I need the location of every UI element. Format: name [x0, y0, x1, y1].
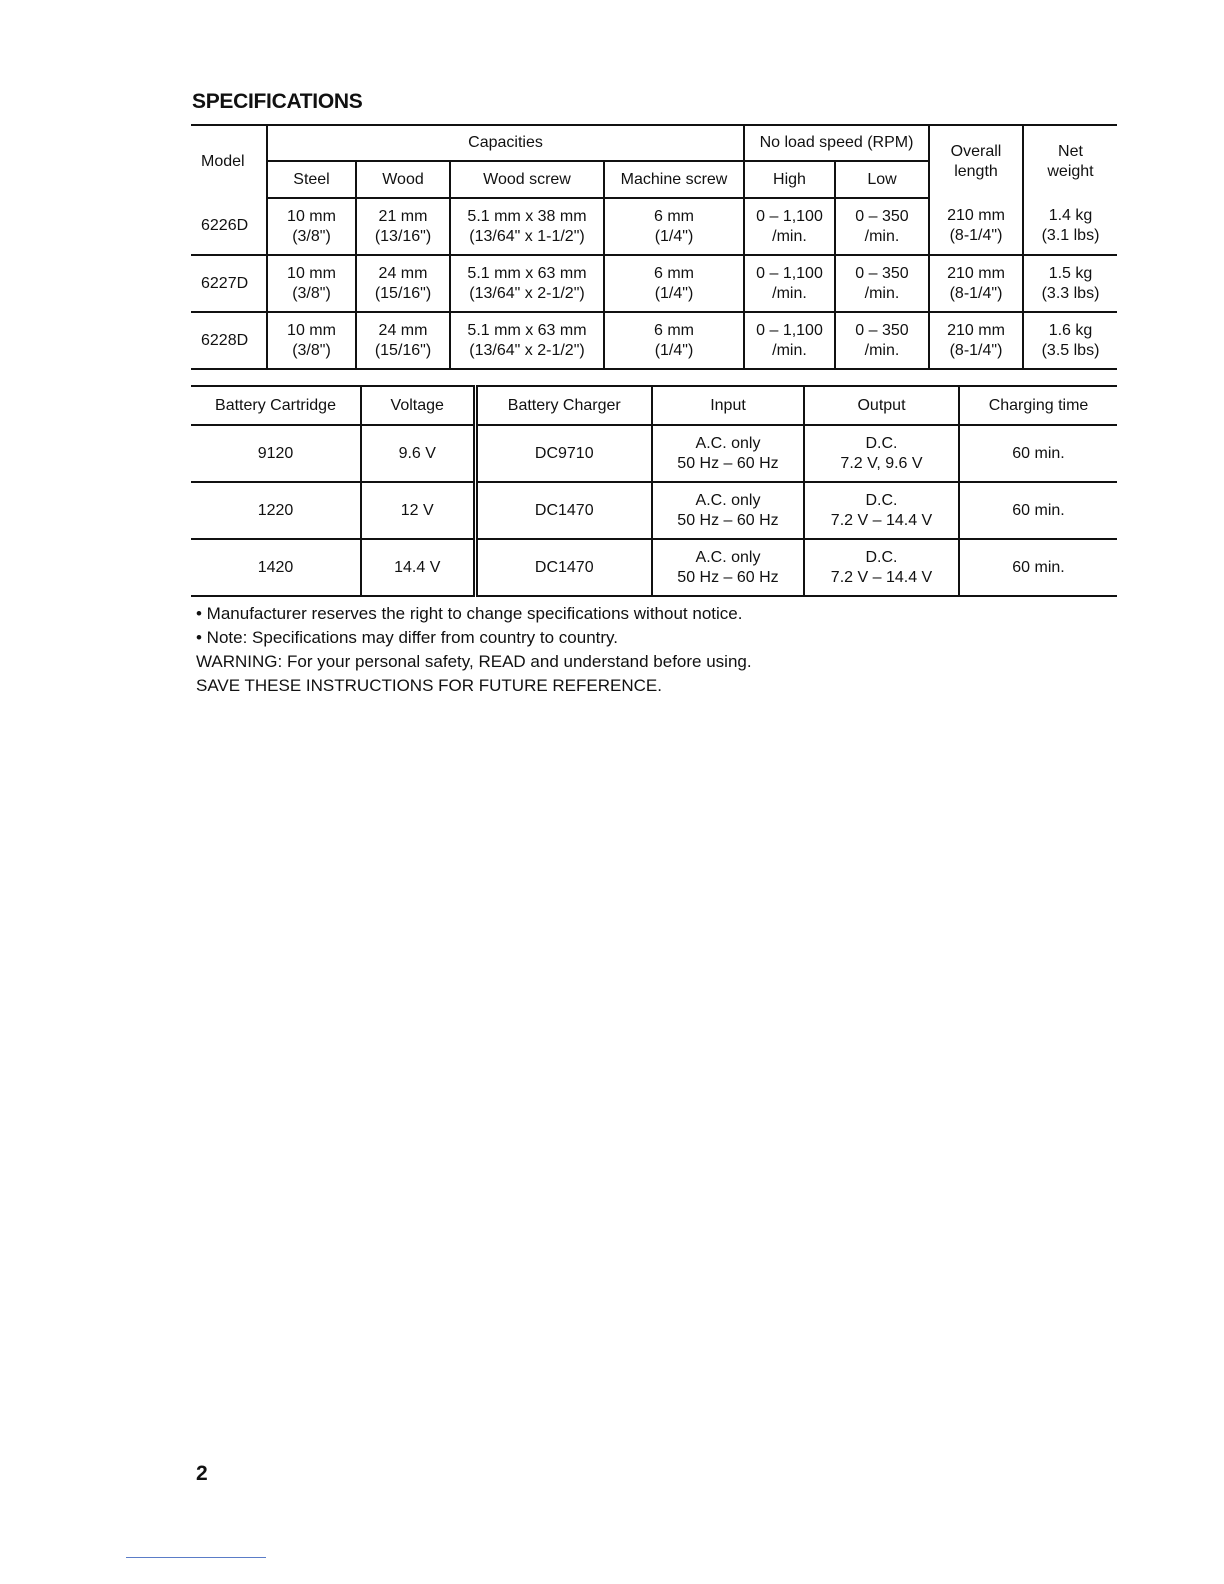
header-input: Input [652, 386, 804, 425]
charger-cell: DC1470 [475, 482, 652, 539]
header-voltage: Voltage [361, 386, 475, 425]
charging-time-cell: 60 min. [959, 539, 1117, 596]
machine-screw-cell: 6 mm (1/4") [604, 198, 744, 255]
input-cell: A.C. only 50 Hz – 60 Hz [652, 539, 804, 596]
model-cell: 6227D [191, 255, 267, 312]
machine-screw-cell: 6 mm (1/4") [604, 255, 744, 312]
voltage-cell: 9.6 V [361, 425, 475, 482]
output-cell: D.C. 7.2 V – 14.4 V [804, 482, 959, 539]
header-model: Model [191, 125, 267, 198]
notes-block [196, 602, 752, 698]
machine-screw-cell: 6 mm (1/4") [604, 312, 744, 369]
steel-cell: 10 mm (3/8") [267, 312, 356, 369]
table-row [191, 198, 1117, 255]
weight-cell: 1.4 kg (3.1 lbs) [1023, 198, 1117, 255]
cartridge-cell: 9120 [191, 425, 361, 482]
high-speed-cell: 0 – 1,100 /min. [744, 255, 835, 312]
header-machine-screw: Machine screw [604, 161, 744, 198]
header-no-load-speed: No load speed (RPM) [744, 125, 929, 161]
low-speed-cell: 0 – 350 /min. [835, 312, 929, 369]
output-cell: D.C. 7.2 V – 14.4 V [804, 539, 959, 596]
weight-cell: 1.6 kg (3.5 lbs) [1023, 312, 1117, 369]
table-row [191, 425, 1117, 482]
length-cell: 210 mm (8-1/4") [929, 198, 1023, 255]
header-overall-length: Overall length [929, 125, 1023, 198]
wood-screw-cell: 5.1 mm x 63 mm (13/64" x 2-1/2") [450, 255, 604, 312]
header-battery-charger: Battery Charger [475, 386, 652, 425]
steel-cell: 10 mm (3/8") [267, 255, 356, 312]
charging-time-cell: 60 min. [959, 425, 1117, 482]
charger-cell: DC1470 [475, 539, 652, 596]
charger-cell: DC9710 [475, 425, 652, 482]
voltage-cell: 12 V [361, 482, 475, 539]
note-line: • Manufacturer reserves the right to change specifications without notice. [196, 604, 743, 623]
input-cell: A.C. only 50 Hz – 60 Hz [652, 425, 804, 482]
divider [126, 1557, 266, 1558]
table-row [191, 539, 1117, 596]
wood-cell: 24 mm (15/16") [356, 312, 450, 369]
header-net-weight: Net weight [1023, 125, 1117, 198]
voltage-cell: 14.4 V [361, 539, 475, 596]
header-wood: Wood [356, 161, 450, 198]
weight-cell: 1.5 kg (3.3 lbs) [1023, 255, 1117, 312]
battery-charger-table [191, 385, 1117, 597]
page-number: 2 [196, 1462, 208, 1485]
low-speed-cell: 0 – 350 /min. [835, 255, 929, 312]
output-cell: D.C. 7.2 V, 9.6 V [804, 425, 959, 482]
table-row [191, 255, 1117, 312]
header-high: High [744, 161, 835, 198]
table-row [191, 482, 1117, 539]
length-cell: 210 mm (8-1/4") [929, 255, 1023, 312]
warning-line: WARNING: For your personal safety, READ and understand before using. [196, 652, 752, 671]
header-charging-time: Charging time [959, 386, 1117, 425]
charging-time-cell: 60 min. [959, 482, 1117, 539]
save-instructions-line: SAVE THESE INSTRUCTIONS FOR FUTURE REFERENCE. [196, 676, 662, 695]
note-line: • Note: Specifications may differ from country to country. [196, 628, 618, 647]
model-cell: 6228D [191, 312, 267, 369]
header-output: Output [804, 386, 959, 425]
specifications-table [191, 124, 1117, 370]
cartridge-cell: 1420 [191, 539, 361, 596]
header-battery-cartridge: Battery Cartridge [191, 386, 361, 425]
header-low: Low [835, 161, 929, 198]
steel-cell: 10 mm (3/8") [267, 198, 356, 255]
header-steel: Steel [267, 161, 356, 198]
length-cell: 210 mm (8-1/4") [929, 312, 1023, 369]
low-speed-cell: 0 – 350 /min. [835, 198, 929, 255]
high-speed-cell: 0 – 1,100 /min. [744, 312, 835, 369]
page-title: SPECIFICATIONS [192, 90, 363, 113]
cartridge-cell: 1220 [191, 482, 361, 539]
wood-screw-cell: 5.1 mm x 63 mm (13/64" x 2-1/2") [450, 312, 604, 369]
input-cell: A.C. only 50 Hz – 60 Hz [652, 482, 804, 539]
wood-screw-cell: 5.1 mm x 38 mm (13/64" x 1-1/2") [450, 198, 604, 255]
header-capacities: Capacities [267, 125, 744, 161]
wood-cell: 24 mm (15/16") [356, 255, 450, 312]
table-row [191, 312, 1117, 369]
wood-cell: 21 mm (13/16") [356, 198, 450, 255]
high-speed-cell: 0 – 1,100 /min. [744, 198, 835, 255]
model-cell: 6226D [191, 198, 267, 255]
header-wood-screw: Wood screw [450, 161, 604, 198]
